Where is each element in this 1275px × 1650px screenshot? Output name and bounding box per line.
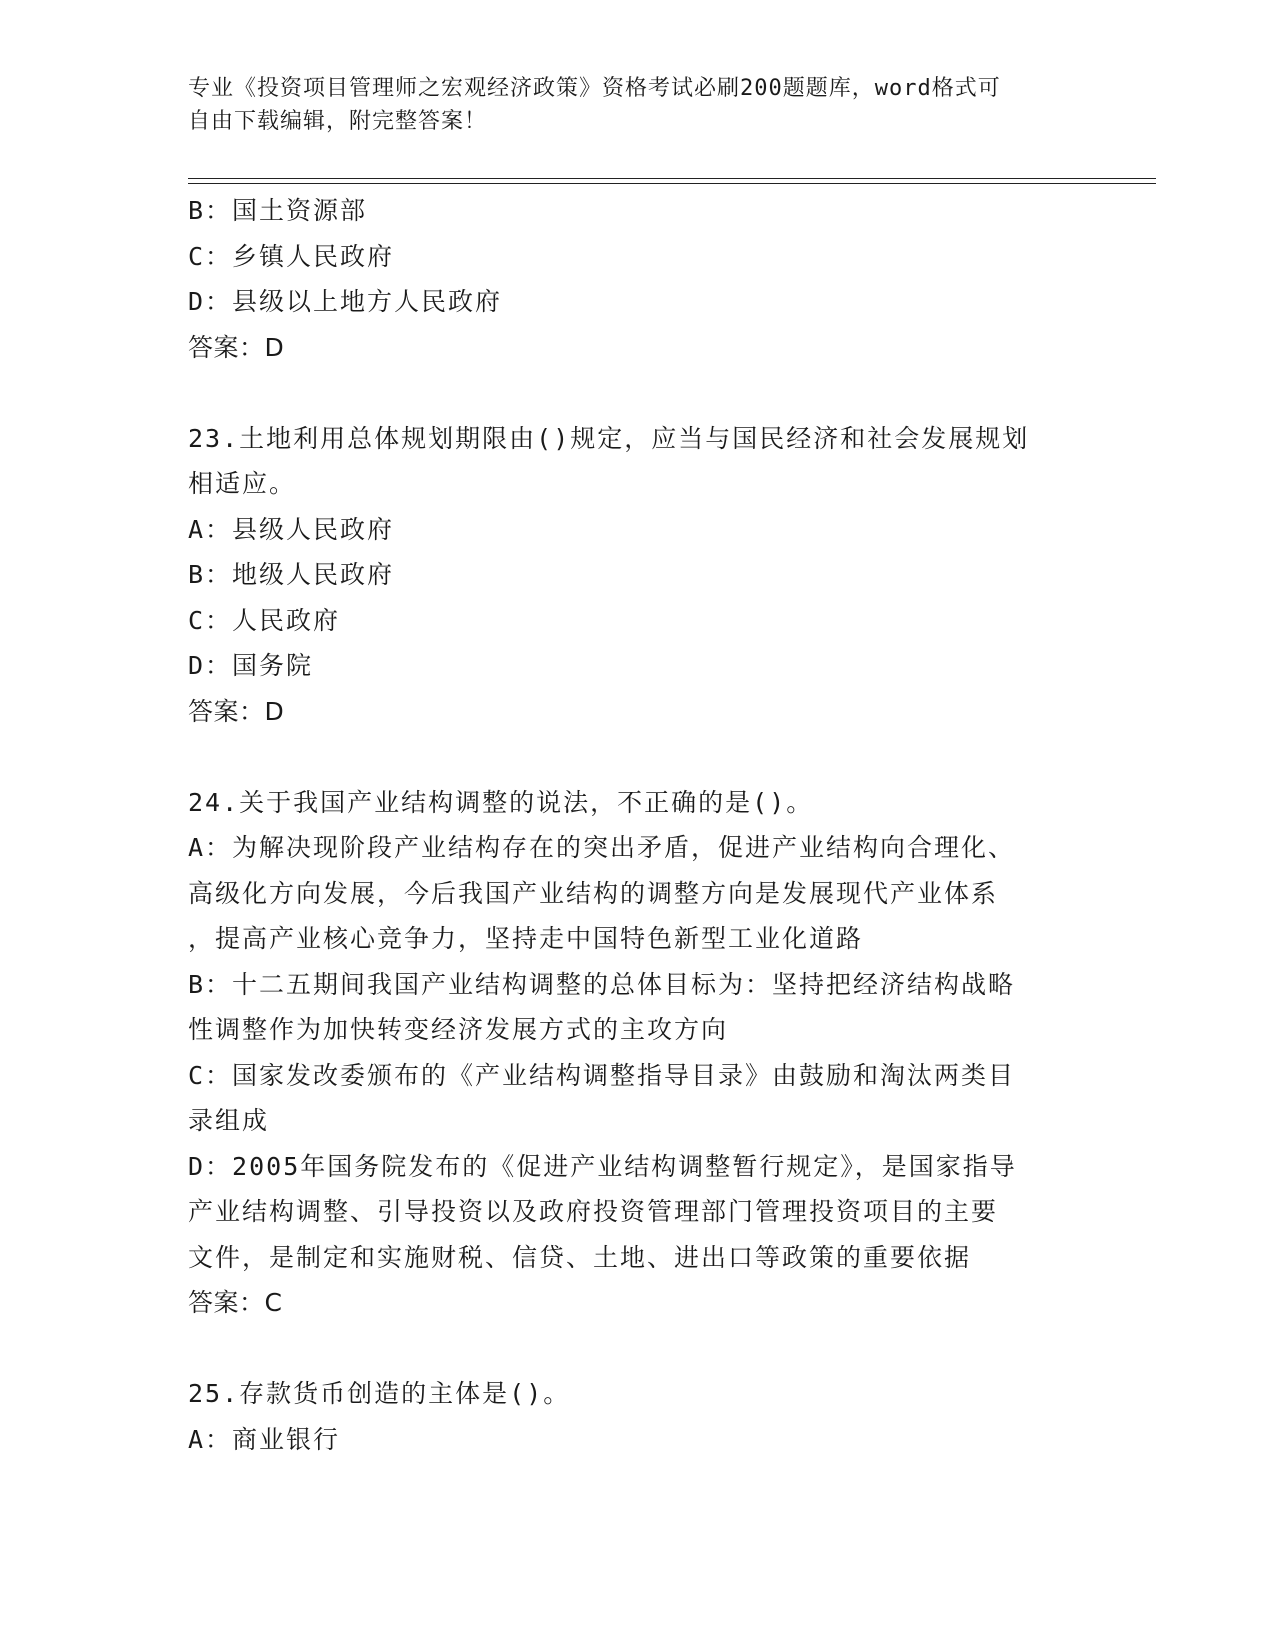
option-line: B：十二五期间我国产业结构调整的总体目标为：坚持把经济结构战略 [188, 969, 1016, 999]
question-stem-line: 23.土地利用总体规划期限由()规定，应当与国民经济和社会发展规划 [188, 423, 1030, 453]
option-line: ，提高产业核心竞争力，坚持走中国特色新型工业化道路 [188, 924, 864, 953]
answer: 答案：D [188, 332, 285, 362]
question-22-tail [188, 188, 1088, 370]
question-stem-line: 相适应。 [188, 469, 297, 498]
document-body [188, 188, 1088, 1462]
option-d: D：国务院 [188, 651, 314, 680]
header-line-2: 自由下载编辑，附完整答案！ [188, 109, 488, 134]
question-25 [188, 1371, 1088, 1462]
option-c: C：人民政府 [188, 605, 341, 635]
option-line: 性调整作为加快转变经济发展方式的主攻方向 [188, 1015, 729, 1044]
option-line: 高级化方向发展，今后我国产业结构的调整方向是发展现代产业体系 [188, 878, 999, 908]
option-d: D：县级以上地方人民政府 [188, 287, 503, 316]
header-line-1: 专业《投资项目管理师之宏观经济政策》资格考试必刷200题题库，word格式可 [188, 76, 1001, 101]
option-line: A：为解决现阶段产业结构存在的突出矛盾，促进产业结构向合理化、 [188, 833, 1016, 862]
option-line: 产业结构调整、引导投资以及政府投资管理部门管理投资项目的主要 [188, 1197, 999, 1226]
option-line: D：2005年国务院发布的《促进产业结构调整暂行规定》，是国家指导 [188, 1151, 1017, 1181]
option-b: B：国土资源部 [188, 196, 368, 225]
question-stem-line: 25.存款货币创造的主体是()。 [188, 1379, 571, 1408]
option-line: 录组成 [188, 1106, 270, 1135]
spacer [188, 370, 1088, 416]
header-rule-bottom [188, 183, 1156, 184]
option-c: C：乡镇人民政府 [188, 241, 395, 271]
option-a: A：商业银行 [188, 1424, 341, 1454]
spacer [188, 1326, 1088, 1372]
option-line: 文件，是制定和实施财税、信贷、土地、进出口等政策的重要依据 [188, 1242, 972, 1272]
question-23 [188, 416, 1088, 735]
question-24 [188, 780, 1088, 1326]
option-b: B：地级人民政府 [188, 560, 395, 589]
spacer [188, 734, 1088, 780]
question-stem-line: 24.关于我国产业结构调整的说法，不正确的是()。 [188, 787, 814, 817]
answer: 答案：C [188, 1288, 283, 1317]
answer: 答案：D [188, 696, 285, 726]
header-rule-top [188, 178, 1156, 179]
option-a: A：县级人民政府 [188, 514, 395, 544]
document-header [188, 72, 1088, 138]
option-line: C：国家发改委颁布的《产业结构调整指导目录》由鼓励和淘汰两类目 [188, 1060, 1016, 1090]
